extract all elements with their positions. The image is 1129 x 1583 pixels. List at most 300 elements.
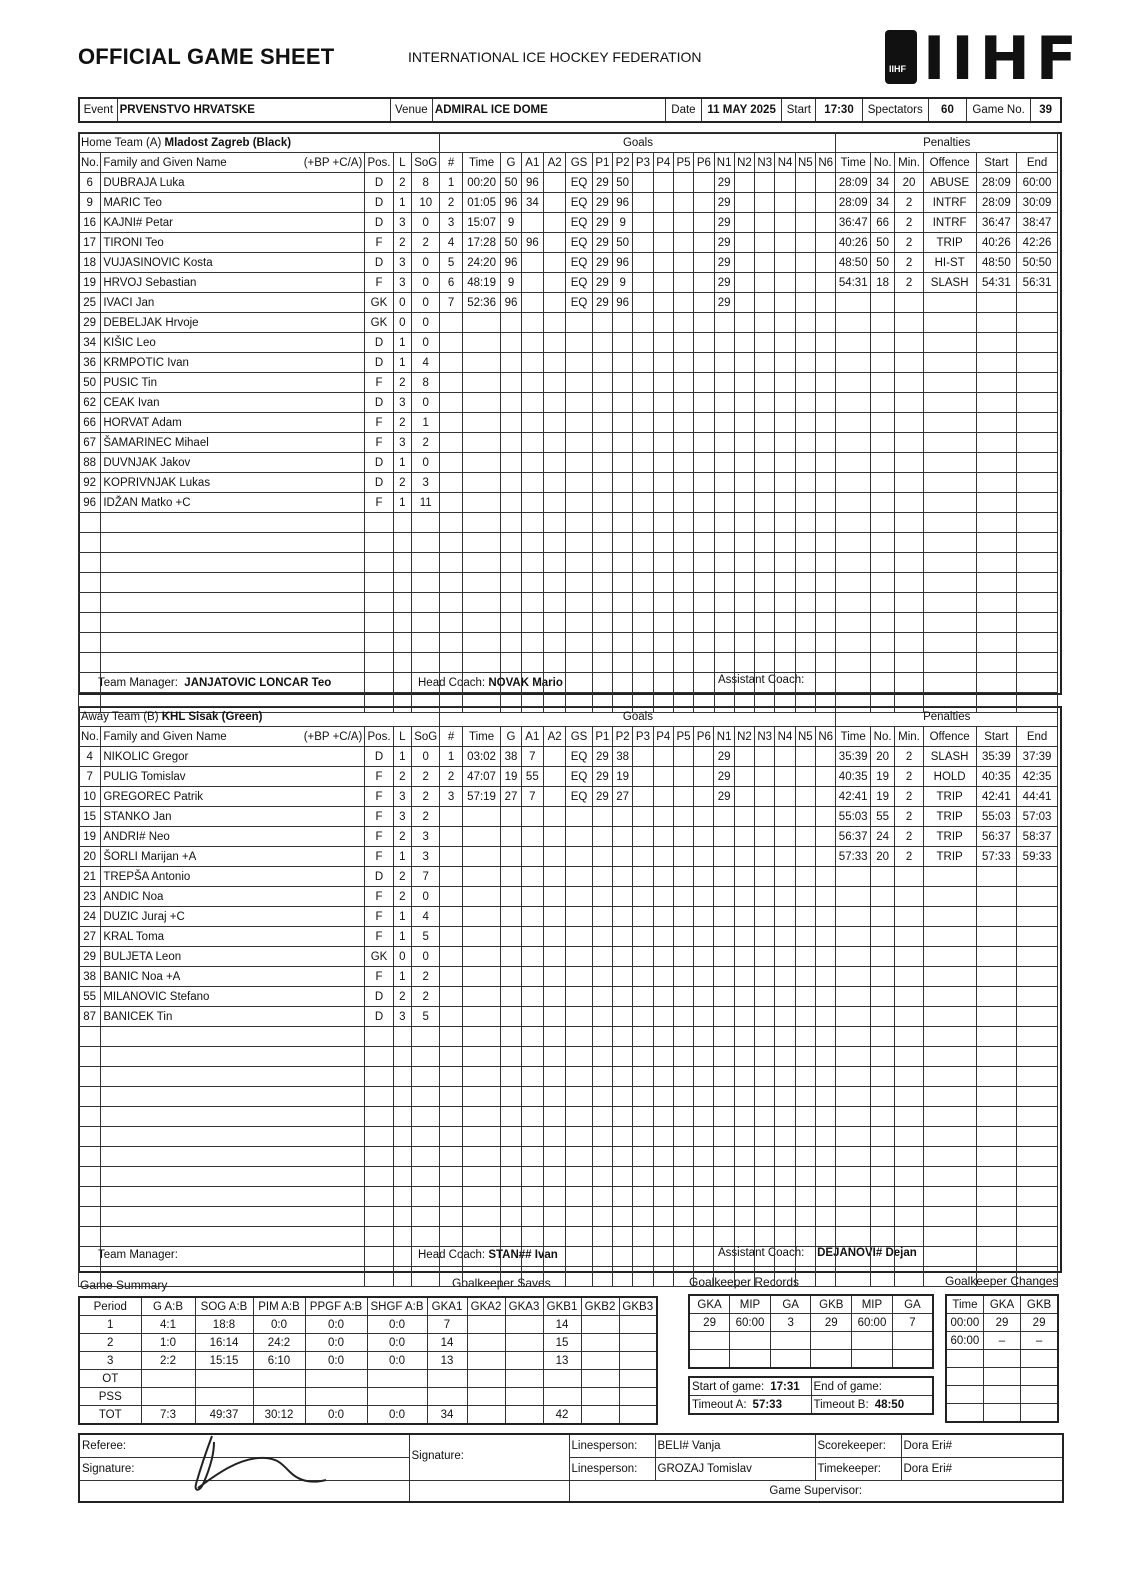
away-row: [79, 807, 1058, 827]
goal-cell: [755, 373, 775, 393]
gk-record-cell: 29: [689, 1314, 730, 1332]
home-row: [79, 493, 1058, 513]
goal-cell: [694, 353, 714, 373]
player-name: TIRONI Teo: [101, 233, 365, 253]
goal-cell: [734, 333, 754, 353]
goal-cell: [633, 1127, 653, 1147]
penalty-cell: [1017, 1047, 1058, 1067]
goal-cell: [566, 1167, 592, 1187]
player-sog: [411, 1147, 439, 1167]
player-name: KIŠIC Leo: [101, 333, 365, 353]
penalty-cell: 55:03: [836, 807, 871, 827]
summary-cell: PSS: [79, 1388, 141, 1406]
summary-cell: [253, 1370, 305, 1388]
penalty-cell: [895, 927, 923, 947]
player-number: [79, 1067, 101, 1087]
goal-cell: [815, 1267, 835, 1287]
goal-cell: [734, 633, 754, 653]
summary-cell: [581, 1316, 619, 1334]
goal-cell: [544, 453, 566, 473]
goal-cell: [501, 493, 521, 513]
goal-cell: 96: [613, 293, 633, 313]
goal-cell: [815, 927, 835, 947]
goal-cell: 29: [714, 293, 734, 313]
goal-cell: [543, 887, 565, 907]
player-position: D: [365, 987, 393, 1007]
goal-col-header: P3: [633, 727, 653, 747]
goal-cell: [694, 807, 714, 827]
goal-cell: [673, 293, 693, 313]
goal-cell: [653, 827, 673, 847]
goal-cell: [694, 1147, 714, 1167]
summary-cell: OT: [79, 1370, 141, 1388]
timeout-b-label: Timeout B:: [813, 1398, 869, 1411]
goal-cell: [694, 767, 714, 787]
penalty-cell: [836, 393, 871, 413]
player-sog: 2: [411, 233, 440, 253]
goal-cell: [694, 573, 714, 593]
goal-cell: [543, 947, 565, 967]
goal-cell: EQ: [566, 173, 592, 193]
penalty-cell: [976, 1247, 1017, 1267]
goal-cell: 29: [592, 253, 612, 273]
penalty-cell: [895, 593, 923, 613]
goal-cell: [566, 1107, 592, 1127]
player-name: DUZIC Juraj +C: [101, 907, 365, 927]
goal-cell: [501, 1047, 521, 1067]
goal-cell: 15:07: [462, 213, 501, 233]
goal-cell: [734, 533, 754, 553]
goal-cell: [521, 433, 543, 453]
goal-cell: [633, 513, 653, 533]
goal-cell: [544, 473, 566, 493]
goal-cell: [462, 633, 501, 653]
penalty-cell: [1017, 1127, 1058, 1147]
goal-cell: [521, 1227, 543, 1247]
penalty-cell: [923, 1147, 976, 1167]
supervisor-label: Game Supervisor:: [769, 1485, 863, 1497]
goal-cell: [795, 1007, 815, 1027]
penalty-cell: [895, 867, 923, 887]
home-team-manager: JANJATOVIC LONCAR Teo: [184, 677, 332, 689]
goal-cell: 29: [592, 767, 612, 787]
goal-cell: [653, 1127, 673, 1147]
goal-cell: [440, 1087, 462, 1107]
summary-cell: [619, 1334, 657, 1352]
player-position: D: [365, 747, 393, 767]
player-position: [365, 1047, 393, 1067]
goal-cell: [543, 1147, 565, 1167]
goal-cell: [795, 1147, 815, 1167]
goal-cell: [755, 613, 775, 633]
penalty-cell: 40:35: [836, 767, 871, 787]
goal-cell: [544, 553, 566, 573]
goal-cell: [673, 413, 693, 433]
goal-cell: [795, 473, 815, 493]
goal-cell: [544, 593, 566, 613]
penalty-cell: [923, 313, 976, 333]
goal-cell: [734, 1027, 754, 1047]
goal-cell: [440, 1027, 462, 1047]
goal-cell: [501, 1167, 521, 1187]
goal-col-header: N5: [795, 727, 815, 747]
home-row: [79, 533, 1058, 553]
gk-record-cell: [689, 1332, 730, 1350]
goal-cell: [714, 927, 734, 947]
gk-change-header: GKB: [1021, 1295, 1058, 1314]
goal-cell: [734, 887, 754, 907]
penalty-cell: [895, 493, 923, 513]
penalty-cell: [870, 1167, 894, 1187]
goal-cell: [613, 513, 633, 533]
goal-cell: [544, 213, 566, 233]
goal-cell: EQ: [566, 213, 592, 233]
goal-cell: [815, 1187, 835, 1207]
goal-cell: [653, 1087, 673, 1107]
goal-cell: [543, 767, 565, 787]
goal-cell: [543, 787, 565, 807]
goal-cell: [815, 767, 835, 787]
player-sog: 0: [411, 333, 440, 353]
penalty-cell: [836, 333, 871, 353]
goal-cell: [613, 1007, 633, 1027]
player-position: [365, 513, 393, 533]
goal-cell: [521, 453, 543, 473]
home-row: [79, 253, 1058, 273]
goal-cell: [653, 393, 673, 413]
goal-cell: [815, 553, 835, 573]
gk-record-header: GA: [892, 1295, 933, 1314]
away-row: [79, 967, 1058, 987]
player-number: [79, 573, 101, 593]
penalty-cell: [923, 1007, 976, 1027]
goal-cell: [543, 1027, 565, 1047]
penalty-cell: [1017, 1107, 1058, 1127]
penalty-cell: [836, 493, 871, 513]
game-summary-table: [78, 1296, 658, 1425]
player-sog: [411, 573, 440, 593]
goal-cell: [755, 193, 775, 213]
goal-cell: [795, 293, 815, 313]
goal-cell: [734, 233, 754, 253]
goal-cell: [673, 1007, 693, 1027]
goal-cell: [734, 947, 754, 967]
penalty-cell: [976, 1187, 1017, 1207]
penalty-cell: [923, 1067, 976, 1087]
player-position: F: [365, 827, 393, 847]
goal-cell: [633, 947, 653, 967]
goal-cell: [462, 573, 501, 593]
player-name: TREPŠA Antonio: [101, 867, 365, 887]
goal-cell: 38: [613, 747, 633, 767]
goal-cell: [544, 273, 566, 293]
goal-cell: [673, 907, 693, 927]
penalty-cell: [976, 613, 1017, 633]
goal-cell: [673, 273, 693, 293]
player-name: BANIC Noa +A: [101, 967, 365, 987]
penalty-cell: 28:09: [976, 193, 1017, 213]
goal-cell: [734, 353, 754, 373]
goal-cell: [775, 553, 795, 573]
penalty-cell: 50: [870, 233, 894, 253]
penalty-cell: [976, 593, 1017, 613]
goal-cell: 3: [440, 213, 462, 233]
player-sog: [411, 1027, 439, 1047]
goal-cell: [775, 767, 795, 787]
goal-cell: [815, 373, 835, 393]
summary-cell: 0:0: [367, 1406, 427, 1425]
bp-col-label: (+BP +C/A): [303, 730, 363, 743]
summary-cell: 14: [543, 1316, 581, 1334]
goal-cell: [734, 173, 754, 193]
summary-cell: 0:0: [253, 1316, 305, 1334]
player-position: D: [365, 473, 393, 493]
home-row: [79, 653, 1058, 673]
goal-cell: [673, 1147, 693, 1167]
player-number: 36: [79, 353, 101, 373]
player-number: [79, 1247, 101, 1267]
goal-cell: [815, 633, 835, 653]
home-row: [79, 553, 1058, 573]
penalty-cell: [1017, 653, 1058, 673]
goal-col-header: A2: [544, 153, 566, 173]
goal-cell: [613, 613, 633, 633]
goal-cell: [566, 1147, 592, 1167]
goal-cell: [795, 747, 815, 767]
goal-cell: [653, 987, 673, 1007]
goal-cell: [734, 573, 754, 593]
goal-cell: [501, 1247, 521, 1267]
goal-cell: [592, 967, 612, 987]
goal-cell: [633, 533, 653, 553]
home-row: [79, 573, 1058, 593]
player-number: 62: [79, 393, 101, 413]
goal-cell: 1: [440, 173, 462, 193]
player-name: [101, 1107, 365, 1127]
away-row: [79, 867, 1058, 887]
goal-cell: [673, 253, 693, 273]
penalty-cell: [895, 633, 923, 653]
goal-cell: [734, 967, 754, 987]
summary-cell: 4:1: [141, 1316, 195, 1334]
penalty-cell: [1017, 493, 1058, 513]
player-line: 3: [393, 393, 411, 413]
goal-cell: [653, 293, 673, 313]
goal-cell: [543, 1007, 565, 1027]
penalty-cell: [836, 1007, 871, 1027]
goal-cell: [501, 333, 521, 353]
goal-cell: [653, 593, 673, 613]
goal-cell: [501, 353, 521, 373]
goal-cell: [734, 553, 754, 573]
goal-cell: [521, 1107, 543, 1127]
goal-cell: [462, 1267, 501, 1287]
player-name: [101, 553, 365, 573]
penalty-cell: [836, 353, 871, 373]
timeout-b: 48:50: [874, 1398, 905, 1411]
goal-cell: [734, 493, 754, 513]
goal-cell: [694, 373, 714, 393]
player-line: [393, 1067, 411, 1087]
goal-cell: [613, 1227, 633, 1247]
venue-value: ADMIRAL ICE DOME: [432, 98, 665, 122]
goal-cell: [734, 453, 754, 473]
penalty-cell: [870, 433, 894, 453]
goal-cell: [521, 553, 543, 573]
goal-cell: [544, 173, 566, 193]
goal-cell: [653, 1047, 673, 1067]
goal-cell: [714, 1147, 734, 1167]
penalty-cell: [923, 473, 976, 493]
summary-row: [79, 1406, 657, 1425]
goal-cell: [755, 273, 775, 293]
goal-cell: [755, 1107, 775, 1127]
penalty-cell: [870, 473, 894, 493]
penalty-cell: ABUSE: [923, 173, 976, 193]
penalty-cell: [895, 1087, 923, 1107]
home-row: [79, 293, 1058, 313]
goal-col-header: G: [501, 727, 521, 747]
goal-cell: [544, 633, 566, 653]
goal-cell: [755, 313, 775, 333]
goal-cell: [755, 413, 775, 433]
timeout-a: 57:33: [752, 1398, 782, 1411]
goal-cell: 00:20: [462, 173, 501, 193]
goal-cell: [795, 807, 815, 827]
penalty-cell: [870, 1267, 894, 1287]
goal-cell: [734, 1187, 754, 1207]
goal-cell: [462, 493, 501, 513]
goal-cell: [613, 967, 633, 987]
goal-cell: [544, 293, 566, 313]
goal-col-header: GS: [566, 153, 592, 173]
player-line: 2: [393, 767, 411, 787]
goal-cell: [543, 867, 565, 887]
goal-cell: [543, 1167, 565, 1187]
penalty-cell: [895, 1127, 923, 1147]
goal-cell: [694, 787, 714, 807]
goal-cell: [633, 887, 653, 907]
penalty-cell: [836, 1267, 871, 1287]
goal-cell: [694, 1027, 714, 1047]
goal-cell: [815, 653, 835, 673]
goal-cell: 29: [714, 787, 734, 807]
gk-record-header: GKB: [811, 1295, 852, 1314]
goal-cell: [544, 193, 566, 213]
goal-cell: [462, 1247, 501, 1267]
goal-cell: [592, 1107, 612, 1127]
goal-cell: [592, 593, 612, 613]
player-sog: [411, 1047, 439, 1067]
gk-record-cell: [852, 1350, 893, 1369]
goal-cell: [673, 553, 693, 573]
player-number: 6: [79, 173, 101, 193]
goal-cell: [734, 907, 754, 927]
goal-cell: [592, 1147, 612, 1167]
goal-cell: [653, 173, 673, 193]
event-info-row: [78, 97, 1062, 123]
gk-change-cell: [1021, 1368, 1058, 1386]
goal-cell: [440, 413, 462, 433]
player-position: [365, 1167, 393, 1187]
goal-cell: [755, 433, 775, 453]
goal-cell: [815, 613, 835, 633]
away-row: [79, 1147, 1058, 1167]
penalty-cell: [976, 1147, 1017, 1167]
player-number: [79, 613, 101, 633]
goal-cell: [755, 173, 775, 193]
goal-cell: [653, 1227, 673, 1247]
penalty-cell: [870, 393, 894, 413]
linesperson2-label: Linesperson:: [569, 1458, 655, 1481]
goal-cell: [521, 213, 543, 233]
goal-cell: [775, 1227, 795, 1247]
penalty-cell: [895, 987, 923, 1007]
penalty-cell: [1017, 1027, 1058, 1047]
player-line: [393, 1127, 411, 1147]
goal-cell: [566, 807, 592, 827]
goal-cell: [673, 393, 693, 413]
start-of-game: 17:31: [770, 1380, 800, 1393]
goal-cell: [815, 233, 835, 253]
penalty-cell: [836, 1047, 871, 1067]
goal-cell: [440, 453, 462, 473]
penalty-cell: HI-ST: [923, 253, 976, 273]
penalty-cell: [923, 987, 976, 1007]
home-row: [79, 453, 1058, 473]
player-position: [365, 1107, 393, 1127]
goal-cell: [795, 493, 815, 513]
summary-cell: [195, 1370, 253, 1388]
player-number: 20: [79, 847, 101, 867]
penalty-cell: [895, 393, 923, 413]
goal-cell: [775, 1087, 795, 1107]
player-sog: 7: [411, 867, 439, 887]
goal-cell: [521, 493, 543, 513]
goal-cell: [592, 1067, 612, 1087]
goal-cell: [714, 433, 734, 453]
goal-cell: [775, 173, 795, 193]
penalty-col-header: No.: [870, 727, 894, 747]
goal-cell: 19: [501, 767, 521, 787]
goal-cell: [633, 807, 653, 827]
goal-cell: [633, 1107, 653, 1127]
player-position: D: [365, 333, 393, 353]
goal-cell: [462, 807, 501, 827]
home-head-coach: NOVAK Mario: [488, 677, 563, 689]
home-row: [79, 613, 1058, 633]
away-row: [79, 907, 1058, 927]
goal-cell: [521, 867, 543, 887]
player-name: KAJNI# Petar: [101, 213, 365, 233]
penalty-cell: [1017, 1087, 1058, 1107]
goal-cell: [775, 947, 795, 967]
home-row: [79, 373, 1058, 393]
goal-cell: [775, 273, 795, 293]
player-name: [101, 1087, 365, 1107]
summary-cell: 0:0: [305, 1334, 367, 1352]
player-line: [393, 1087, 411, 1107]
goal-cell: [592, 393, 612, 413]
goal-cell: [815, 353, 835, 373]
goal-cell: [544, 533, 566, 553]
player-position: [365, 533, 393, 553]
penalty-cell: [895, 1167, 923, 1187]
goal-cell: [462, 847, 501, 867]
goal-cell: [592, 847, 612, 867]
player-number: [79, 593, 101, 613]
goal-cell: [501, 513, 521, 533]
